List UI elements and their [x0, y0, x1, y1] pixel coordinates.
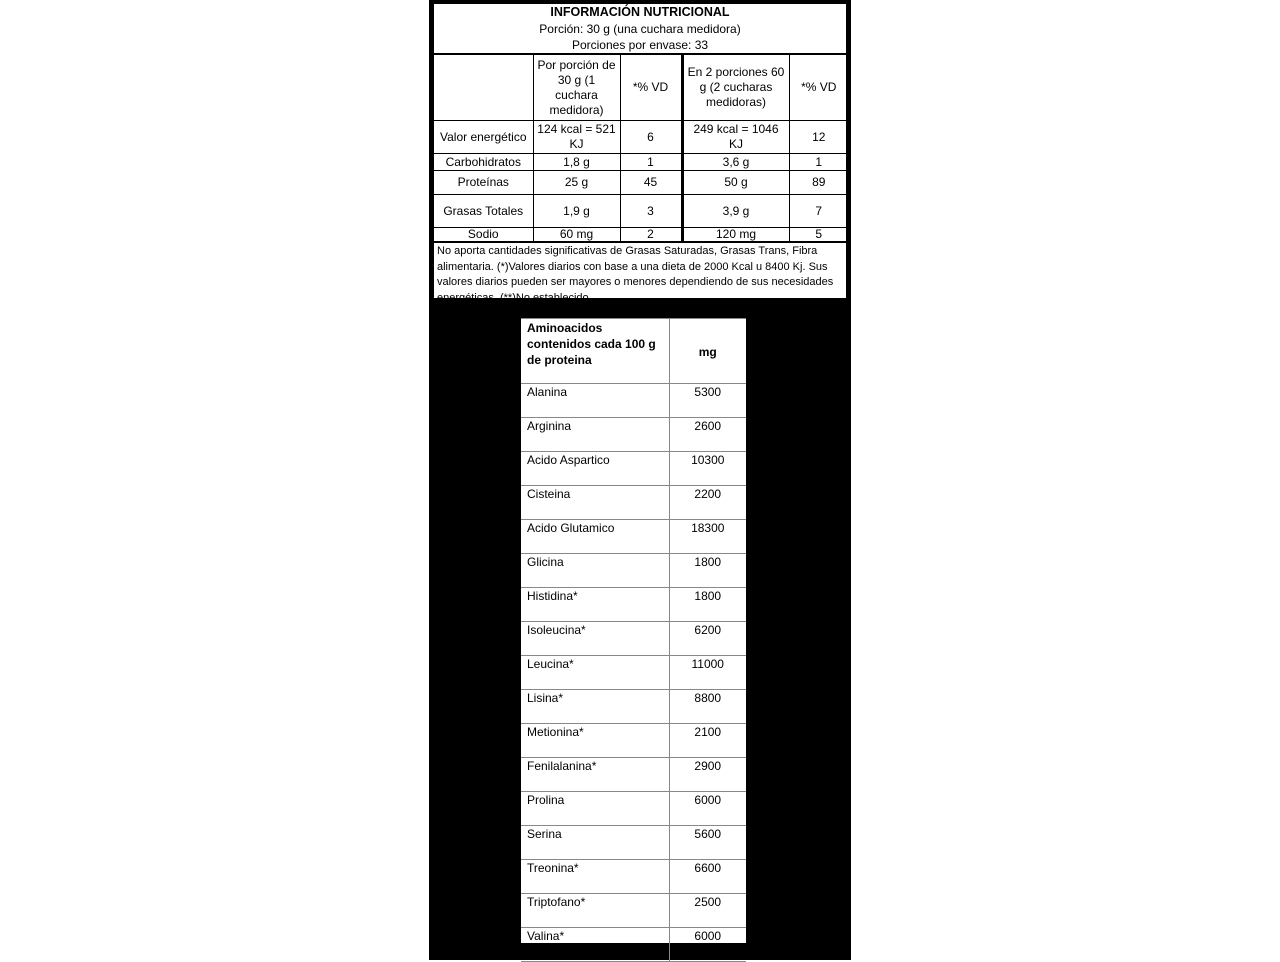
amino-mg: 1800 — [669, 554, 746, 588]
nutrition-row — [434, 228, 848, 242]
nutrition-footnote: No aporta cantidades significativas de Grasas Saturadas, Grasas Trans, Fibra alimentaria. (*)Valores diarios con base a una dieta de 2000 Kcal u 8400 Kj. Sus valores diarios pueden ser mayores o menores dependiendo de sus necesidades energéticas. (**)No establecido. — [434, 242, 846, 306]
amino-header-unit: mg — [669, 319, 746, 384]
amino-name: Arginina — [521, 418, 669, 452]
table-row — [521, 384, 746, 418]
amino-name: Glicina — [521, 554, 669, 588]
amino-mg: 6000 — [669, 928, 746, 962]
nutrient-vd: 2 — [620, 228, 682, 242]
amino-name: Prolina — [521, 792, 669, 826]
amino-header-name: Aminoacidos contenidos cada 100 g de proteina — [521, 319, 669, 384]
nutrition-row — [434, 171, 848, 195]
header-per-portion: Por porción de 30 g (1 cuchara medidora) — [533, 55, 620, 121]
nutrient-two-portions: 50 g — [682, 171, 789, 195]
nutrition-row — [434, 154, 848, 171]
nutrition-row — [434, 121, 848, 154]
table-row — [521, 588, 746, 622]
nutrition-row — [434, 195, 848, 228]
table-row — [521, 622, 746, 656]
nutrient-vd-two: 12 — [789, 121, 848, 154]
amino-acid-table — [521, 318, 746, 943]
table-row — [521, 554, 746, 588]
table-row — [521, 656, 746, 690]
nutrition-values-table — [434, 54, 848, 242]
amino-name: Alanina — [521, 384, 669, 418]
nutrient-vd: 1 — [620, 154, 682, 171]
nutrient-two-portions: 249 kcal = 1046 KJ — [682, 121, 789, 154]
amino-name: Valina* — [521, 928, 669, 962]
portion-size: Porción: 30 g (una cuchara medidora) — [539, 22, 741, 36]
nutrient-two-portions: 3,6 g — [682, 154, 789, 171]
amino-name: Cisteina — [521, 486, 669, 520]
amino-mg: 10300 — [669, 452, 746, 486]
nutrient-vd-two: 7 — [789, 195, 848, 228]
amino-mg: 11000 — [669, 656, 746, 690]
table-row — [521, 418, 746, 452]
nutrient-vd-two: 89 — [789, 171, 848, 195]
amino-mg: 2900 — [669, 758, 746, 792]
nutrition-header — [434, 4, 846, 54]
amino-name: Histidina* — [521, 588, 669, 622]
amino-mg: 2500 — [669, 894, 746, 928]
amino-mg: 8800 — [669, 690, 746, 724]
table-row — [521, 452, 746, 486]
nutrient-per-portion: 124 kcal = 521 KJ — [533, 121, 620, 154]
table-row — [521, 928, 746, 962]
header-vd-2: *% VD — [789, 55, 848, 121]
nutrition-title: INFORMACIÓN NUTRICIONAL — [550, 5, 730, 19]
nutrition-column-headers — [434, 55, 848, 121]
amino-name: Acido Aspartico — [521, 452, 669, 486]
table-row — [521, 724, 746, 758]
amino-mg: 6200 — [669, 622, 746, 656]
amino-mg: 2600 — [669, 418, 746, 452]
table-row — [521, 826, 746, 860]
amino-mg: 5600 — [669, 826, 746, 860]
nutrition-facts-table — [433, 3, 847, 304]
amino-mg: 5300 — [669, 384, 746, 418]
amino-name: Serina — [521, 826, 669, 860]
header-empty — [434, 55, 533, 121]
amino-values-table — [521, 318, 746, 962]
nutrient-name: Proteínas — [434, 171, 533, 195]
nutrient-per-portion: 60 mg — [533, 228, 620, 242]
amino-mg: 6600 — [669, 860, 746, 894]
table-row — [521, 520, 746, 554]
table-row — [521, 690, 746, 724]
nutrient-per-portion: 25 g — [533, 171, 620, 195]
header-two-portions: En 2 porciones 60 g (2 cucharas medidoras) — [682, 55, 789, 121]
amino-mg: 2100 — [669, 724, 746, 758]
amino-name: Metionina* — [521, 724, 669, 758]
table-row — [521, 860, 746, 894]
amino-mg: 2200 — [669, 486, 746, 520]
nutrient-vd: 45 — [620, 171, 682, 195]
nutrient-name: Grasas Totales — [434, 195, 533, 228]
amino-name: Lisina* — [521, 690, 669, 724]
nutrient-vd: 3 — [620, 195, 682, 228]
nutrient-two-portions: 3,9 g — [682, 195, 789, 228]
table-row — [521, 486, 746, 520]
amino-name: Acido Glutamico — [521, 520, 669, 554]
label-panel — [429, 0, 851, 960]
nutrient-per-portion: 1,9 g — [533, 195, 620, 228]
amino-name: Triptofano* — [521, 894, 669, 928]
nutrient-vd: 6 — [620, 121, 682, 154]
amino-mg: 1800 — [669, 588, 746, 622]
amino-name: Fenilalanina* — [521, 758, 669, 792]
nutrient-name: Sodio — [434, 228, 533, 242]
nutrient-name: Carbohidratos — [434, 154, 533, 171]
portions-per-pack: Porciones por envase: 33 — [571, 38, 709, 52]
nutrient-name: Valor energético — [434, 121, 533, 154]
nutrient-vd-two: 1 — [789, 154, 848, 171]
amino-name: Treonina* — [521, 860, 669, 894]
nutrient-two-portions: 120 mg — [682, 228, 789, 242]
amino-name: Isoleucina* — [521, 622, 669, 656]
amino-mg: 6000 — [669, 792, 746, 826]
nutrient-per-portion: 1,8 g — [533, 154, 620, 171]
amino-mg: 18300 — [669, 520, 746, 554]
amino-header-row — [521, 319, 746, 384]
header-vd-1: *% VD — [620, 55, 682, 121]
nutrient-vd-two: 5 — [789, 228, 848, 242]
table-row — [521, 792, 746, 826]
table-row — [521, 894, 746, 928]
amino-name: Leucina* — [521, 656, 669, 690]
table-row — [521, 758, 746, 792]
